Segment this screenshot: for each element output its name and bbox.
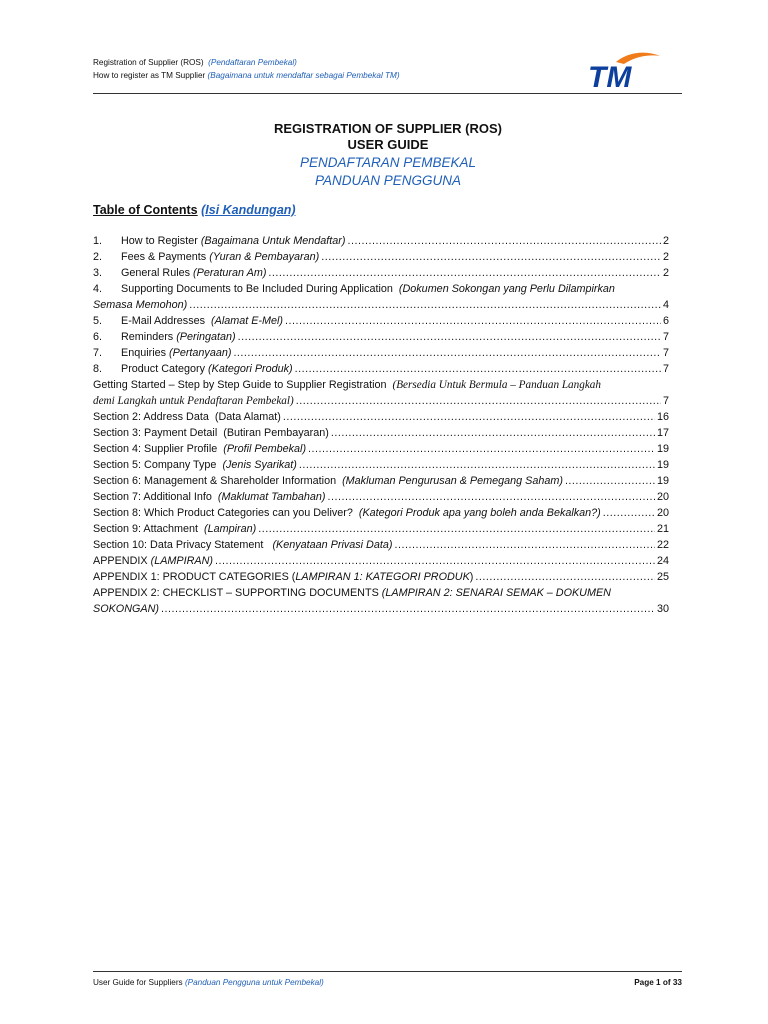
- toc-entry-page: 30: [656, 603, 669, 615]
- toc-entry-page: 16: [656, 411, 669, 423]
- toc-leader: [565, 473, 655, 489]
- toc-entry-page: 19: [656, 443, 669, 455]
- toc-leader: [321, 249, 661, 265]
- toc-entry[interactable]: [93, 345, 669, 361]
- toc-entry[interactable]: [93, 233, 669, 249]
- toc-entry[interactable]: [93, 249, 669, 265]
- toc-entry[interactable]: [93, 505, 669, 521]
- toc-entry-label: Section 2: Address Data (Data Alamat): [93, 411, 281, 423]
- header-subtitle-en: How to register as TM Supplier: [93, 71, 206, 80]
- toc-entry-line-2: [93, 297, 669, 313]
- header-subtitle-ms: (Bagaimana untuk mendaftar sebagai Pembekal TM): [207, 71, 400, 80]
- toc-leader: [215, 553, 655, 569]
- doc-title-line-3: PENDAFTARAN PEMBEKAL: [299, 155, 477, 170]
- toc-entry-label: Getting Started – Step by Step Guide to Supplier Registration: [93, 379, 387, 391]
- toc-leader: [295, 361, 661, 377]
- toc-leader: [189, 297, 661, 313]
- toc-entry-page: 20: [656, 507, 669, 519]
- toc-entry-page: 24: [656, 555, 669, 567]
- toc-entry-label: How to Register (Bagaimana Untuk Mendaftar): [121, 235, 346, 247]
- toc-entry-label: Product Category (Kategori Produk): [121, 363, 293, 375]
- toc-leader: [233, 345, 661, 361]
- header-divider: [93, 93, 682, 94]
- toc-entry[interactable]: [93, 329, 669, 345]
- toc-entry-line-2: [93, 393, 669, 409]
- toc-entry-line-1: [93, 377, 669, 393]
- toc-entry-page: 20: [656, 491, 669, 503]
- toc-entry-number: 5.: [93, 315, 103, 327]
- toc-entry[interactable]: [93, 553, 669, 569]
- toc-entry-continuation: demi Langkah untuk Pendaftaran Pembekal): [93, 395, 294, 407]
- toc-entry-number: 2.: [93, 251, 103, 263]
- toc-entry[interactable]: [93, 265, 669, 281]
- toc-entry-number: 7.: [93, 347, 103, 359]
- toc-heading-ms: (Isi Kandungan): [201, 203, 296, 217]
- toc-entry-page: 17: [656, 427, 669, 439]
- toc-entry-label: Section 5: Company Type (Jenis Syarikat): [93, 459, 297, 471]
- toc-entry-label: Section 4: Supplier Profile (Profil Pembekal): [93, 443, 307, 455]
- toc-entry-number: 6.: [93, 331, 103, 343]
- toc-entry-label: Section 8: Which Product Categories can you Deliver? (Kategori Produk apa yang boleh anda Bekalkan?): [93, 507, 601, 519]
- toc-entry[interactable]: [93, 521, 669, 537]
- logo-text: TM: [588, 61, 632, 90]
- toc-entry-page: 7: [662, 331, 669, 343]
- toc-entry-page: 19: [656, 459, 669, 471]
- toc-entry-label: Reminders (Peringatan): [121, 331, 236, 343]
- toc-leader: [327, 489, 655, 505]
- toc-entry-label-ms: (Dokumen Sokongan yang Perlu Dilampirkan: [398, 283, 615, 295]
- toc-leader: [268, 265, 661, 281]
- toc-leader: [603, 505, 655, 521]
- toc-entry[interactable]: [93, 457, 669, 473]
- toc-heading: [93, 203, 296, 217]
- toc-entry-page: 19: [656, 475, 669, 487]
- toc-entry-page: 7: [662, 347, 669, 359]
- toc-leader: [283, 409, 655, 425]
- toc-leader: [238, 329, 661, 345]
- page-number: Page 1 of 33: [634, 978, 682, 987]
- toc-entry[interactable]: [93, 569, 669, 585]
- toc-entry-label: E-Mail Addresses (Alamat E-Mel): [121, 315, 284, 327]
- toc-entry[interactable]: [93, 409, 669, 425]
- toc-heading-en: Table of Contents: [93, 203, 198, 217]
- toc-entry-line-2: [93, 601, 669, 617]
- toc-leader: [475, 569, 655, 585]
- toc-entry[interactable]: [93, 585, 669, 617]
- toc-entry-line-1: [93, 585, 669, 601]
- toc-leader: [258, 521, 655, 537]
- toc-entry-line-1: [93, 281, 669, 297]
- toc-entry[interactable]: [93, 313, 669, 329]
- toc-leader: [347, 233, 661, 249]
- toc-entry[interactable]: [93, 537, 669, 553]
- footer-guide-title-ms: (Panduan Pengguna untuk Pembekal): [184, 978, 324, 987]
- toc-entry[interactable]: [93, 361, 669, 377]
- toc-entry-page: 2: [662, 251, 669, 263]
- toc-entry-label: Fees & Payments (Yuran & Pembayaran): [121, 251, 320, 263]
- toc-entry-label: Supporting Documents to Be Included During Application: [121, 283, 393, 295]
- toc-entry-page: 22: [656, 539, 669, 551]
- toc-entry[interactable]: [93, 473, 669, 489]
- page-footer: [93, 978, 682, 987]
- toc-leader: [161, 601, 655, 617]
- toc-entry-label: General Rules (Peraturan Am): [121, 267, 267, 279]
- tm-logo: [586, 50, 664, 90]
- toc-entry-label: Enquiries (Pertanyaan): [121, 347, 232, 359]
- table-of-contents: [93, 233, 669, 617]
- toc-entry-continuation: Semasa Memohon): [93, 299, 188, 311]
- toc-entry-page: 2: [662, 235, 669, 247]
- toc-entry-label: Section 3: Payment Detail (Butiran Pembayaran): [93, 427, 329, 439]
- toc-entry-page: 21: [656, 523, 669, 535]
- toc-leader: [296, 393, 661, 409]
- toc-entry[interactable]: [93, 377, 669, 409]
- toc-leader: [331, 425, 655, 441]
- toc-leader: [308, 441, 655, 457]
- toc-leader: [299, 457, 655, 473]
- toc-entry[interactable]: [93, 425, 669, 441]
- doc-title-line-2: USER GUIDE: [347, 137, 429, 152]
- toc-entry-label: Section 6: Management & Shareholder Information (Makluman Pengurusan & Pemegang Saham): [93, 475, 563, 487]
- toc-leader: [285, 313, 661, 329]
- doc-title-line-4: PANDUAN PENGGUNA: [314, 173, 462, 188]
- toc-entry-label: APPENDIX 1: PRODUCT CATEGORIES (LAMPIRAN 1: KATEGORI PRODUK): [93, 571, 474, 583]
- header-title-ms: (Pendaftaran Pembekal): [208, 58, 297, 67]
- toc-entry-page: 6: [662, 315, 669, 327]
- toc-entry-label: APPENDIX 2: CHECKLIST – SUPPORTING DOCUMENTS: [93, 587, 379, 599]
- toc-leader: [394, 537, 655, 553]
- header-title-en: Registration of Supplier (ROS): [93, 58, 204, 67]
- toc-entry-page: 4: [662, 299, 669, 311]
- toc-entry-number: 3.: [93, 267, 103, 279]
- toc-entry-page: 25: [656, 571, 669, 583]
- toc-entry-page: 7: [662, 363, 669, 375]
- toc-entry-number: 8.: [93, 363, 103, 375]
- footer-divider: [93, 971, 682, 972]
- toc-entry-label-ms: (LAMPIRAN 2: SENARAI SEMAK – DOKUMEN: [381, 587, 611, 599]
- toc-entry[interactable]: [93, 441, 669, 457]
- toc-entry-number: 4.: [93, 283, 103, 295]
- toc-entry-label: Section 7: Additional Info (Maklumat Tambahan): [93, 491, 326, 503]
- toc-entry[interactable]: [93, 281, 669, 313]
- footer-guide-title: User Guide for Suppliers: [93, 978, 183, 987]
- toc-entry-number: 1.: [93, 235, 103, 247]
- toc-entry-continuation: SOKONGAN): [93, 603, 159, 615]
- doc-title-line-1: REGISTRATION OF SUPPLIER (ROS): [274, 121, 502, 136]
- toc-entry-label: APPENDIX (LAMPIRAN): [93, 555, 213, 567]
- toc-entry[interactable]: [93, 489, 669, 505]
- toc-entry-label: Section 10: Data Privacy Statement (Kenyataan Privasi Data): [93, 539, 393, 551]
- toc-entry-page: 7: [662, 395, 669, 407]
- toc-entry-label-ms: (Bersedia Untuk Bermula – Panduan Langkah: [392, 379, 601, 391]
- toc-entry-label: Section 9: Attachment (Lampiran): [93, 523, 257, 535]
- toc-entry-page: 2: [662, 267, 669, 279]
